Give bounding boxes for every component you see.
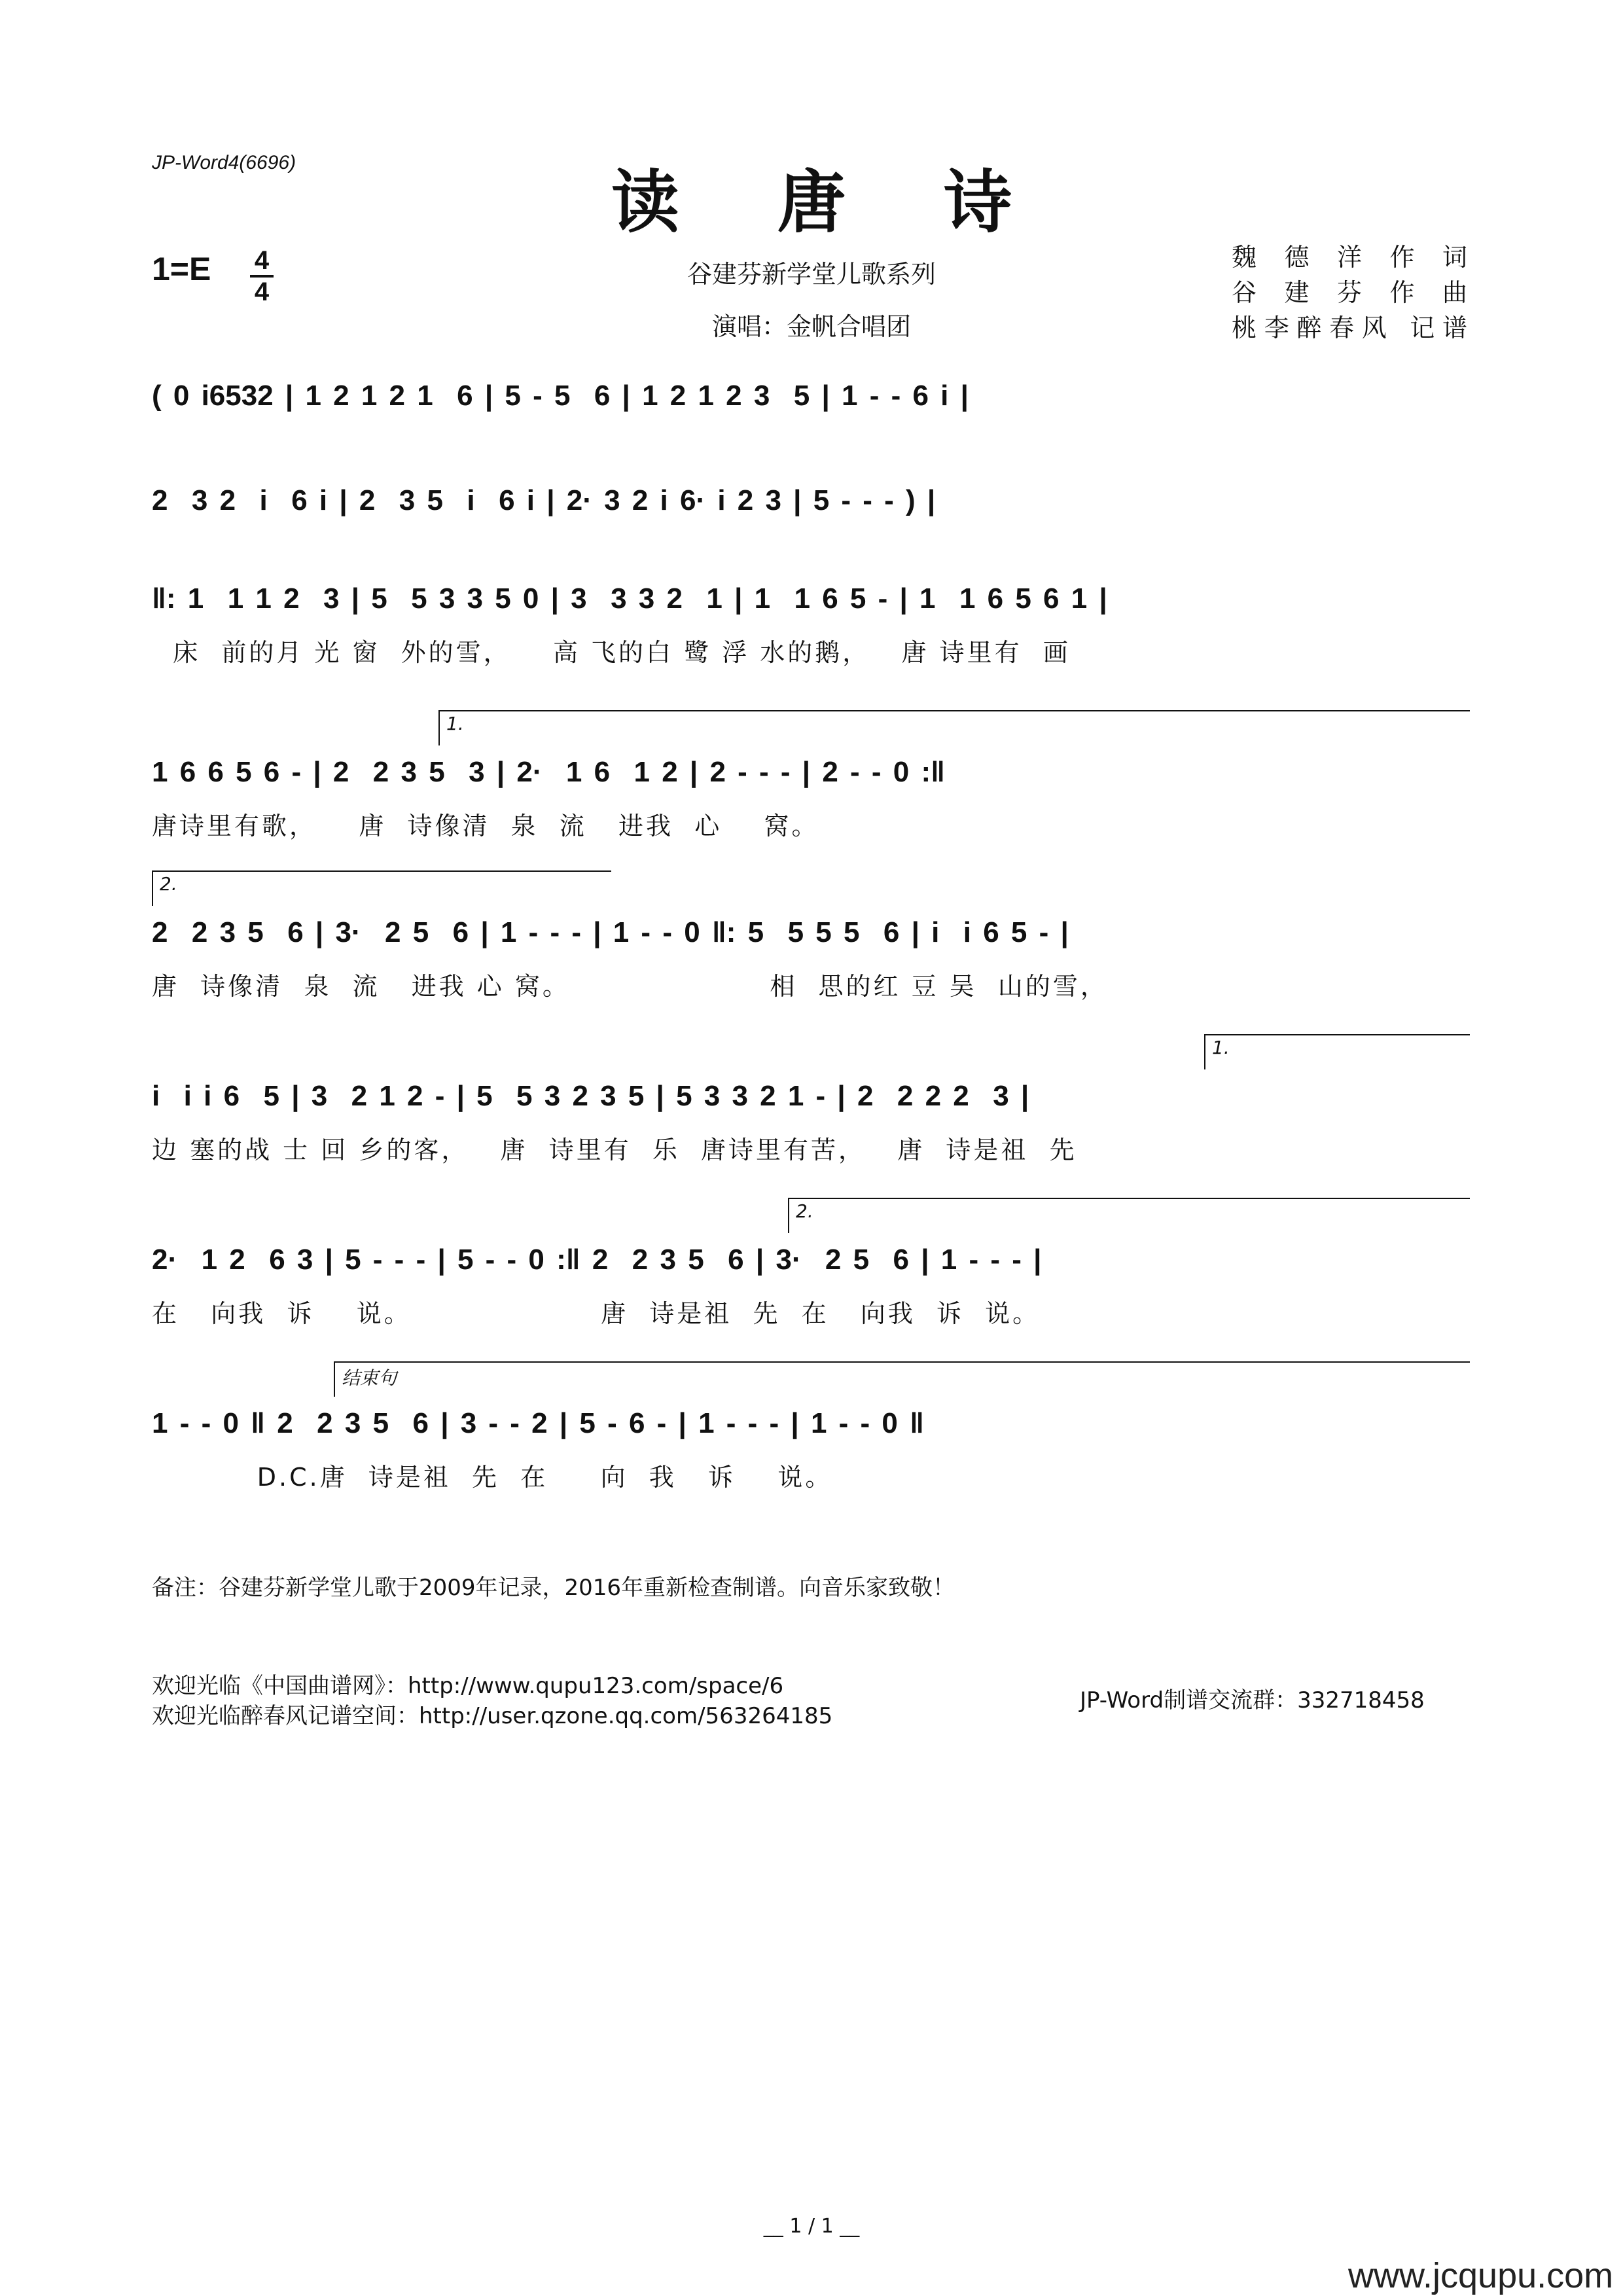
volta-label: 2. <box>160 873 177 895</box>
volta-bracket <box>438 710 1470 745</box>
transcriber-credit: 桃李醉春风 记谱 <box>1232 314 1467 342</box>
remark: 备注：谷建芬新学堂儿歌于2009年记录，2016年重新检查制谱。向音乐家致敬！ <box>152 1575 955 1601</box>
song-title: 读唐诗 <box>611 162 1110 242</box>
key-signature: 1=E <box>152 251 211 287</box>
notation: 2 3 2 i 6 i | 2 3 5 i 6 i | 2· 3 2 i 6· i 2 3 | 5 - - - ) | <box>152 484 936 516</box>
notation: ( 0 i6532 | 1 2 1 2 1 6 | 5 - 5 6 | 1 2 1 2 3 5 | 1 - - 6 i | <box>152 380 969 412</box>
page-number: __ 1 / 1 __ <box>763 2215 860 2238</box>
software-label: JP-Word4(6696) <box>152 152 296 173</box>
notation: 2· 1 2 6 3 | 5 - - - | 5 - - 0 :‖ 2 2 3 5 6 | 3· 2 5 6 | 1 - - - | <box>152 1244 1042 1276</box>
welcome-link-1[interactable]: 欢迎光临《中国曲谱网》：http://www.qupu123.com/space/6 <box>152 1673 784 1699</box>
lyrics: D.C.唐 诗是祖 先 在 向 我 诉 说。 <box>152 1463 833 1492</box>
volta-bracket <box>1204 1034 1470 1069</box>
lyrics: 唐 诗像清 泉 流 进我 心 窝。 相 思的红 豆 吴 山的雪， <box>152 972 1108 1001</box>
singer: 演唱：金帆合唱团 <box>711 312 911 341</box>
volta-label: 结束句 <box>342 1367 397 1389</box>
lyricist-credit: 魏德洋作词 <box>1232 243 1467 272</box>
watermark: www.jcqupu.com <box>1348 2256 1614 2295</box>
notation: ‖: 1 1 1 2 3 | 5 5 3 3 5 0 | 3 3 3 2 1 | 1 1 6 5 - | 1 1 6 5 6 1 | <box>152 583 1107 615</box>
volta-bracket <box>152 870 611 906</box>
lyrics: 边 塞的战 士 回 乡的客， 唐 诗里有 乐 唐诗里有苦， 唐 诗是祖 先 <box>152 1136 1077 1164</box>
volta-bracket <box>334 1361 1470 1397</box>
exchange-group: JP-Word制谱交流群：332718458 <box>1080 1687 1425 1713</box>
volta-label: 1. <box>1212 1037 1230 1058</box>
lyrics: 床 前的月 光 窗 外的雪， 高 飞的白 鹭 浮 水的鹅， 唐 诗里有 画 <box>152 638 1071 667</box>
notation: 1 - - 0 ‖ 2 2 3 5 6 | 3 - - 2 | 5 - 6 - | 1 - - - | 1 - - 0 ‖ <box>152 1407 924 1439</box>
notation: 2 2 3 5 6 | 3· 2 5 6 | 1 - - - | 1 - - 0 ‖: 5 5 5 5 6 | i i 6 5 - | <box>152 916 1069 948</box>
volta-label: 1. <box>446 713 464 734</box>
time-bottom: 4 <box>254 278 270 306</box>
notation: i i i 6 5 | 3 2 1 2 - | 5 5 3 2 3 5 | 5 3 3 2 1 - | 2 2 2 2 3 | <box>152 1080 1029 1112</box>
volta-bracket <box>788 1198 1470 1233</box>
composer-credit: 谷建芬作曲 <box>1232 278 1467 307</box>
notation: 1 6 6 5 6 - | 2 2 3 5 3 | 2· 1 6 1 2 | 2 - - - | 2 - - 0 :‖ <box>152 756 946 788</box>
volta-label: 2. <box>796 1200 813 1222</box>
lyrics: 唐诗里有歌， 唐 诗像清 泉 流 进我 心 窝。 <box>152 812 819 840</box>
welcome-link-2[interactable]: 欢迎光临醉春风记谱空间：http://user.qzone.qq.com/563264185 <box>152 1703 833 1729</box>
lyrics: 在 向我 诉 说。 唐 诗是祖 先 在 向我 诉 说。 <box>152 1299 1041 1328</box>
time-top: 4 <box>254 246 270 275</box>
series-name: 谷建芬新学堂儿歌系列 <box>687 260 936 289</box>
